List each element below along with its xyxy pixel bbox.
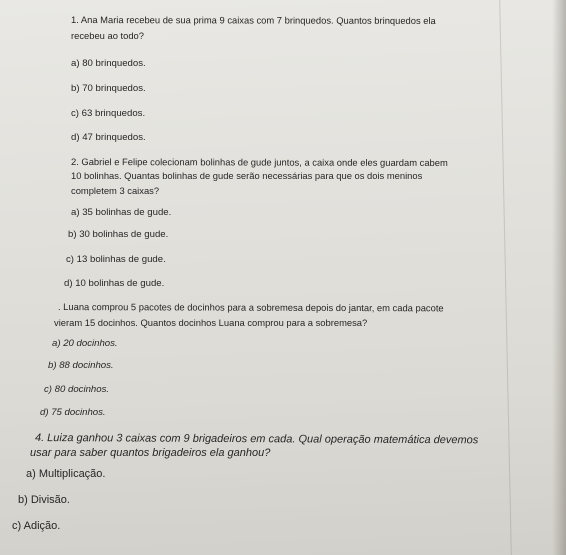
question-4-line-1: 4. Luiza ganhou 3 caixas com 9 brigadeiros em cada. Qual operação matemática devemos <box>34 432 479 447</box>
question-2-option-b: b) 30 bolinhas de gude. <box>68 229 169 240</box>
question-3-option-a: a) 20 docinhos. <box>52 338 118 349</box>
question-2-line-1: 2. Gabriel e Felipe colecionam bolinhas de gude juntos, a caixa onde eles guardam cabem <box>70 156 448 168</box>
question-1-line-2: recebeu ao todo? <box>71 30 144 41</box>
question-1-option-c: c) 63 brinquedos. <box>71 108 146 119</box>
question-2-line-2: 10 bolinhas. Quantas bolinhas de gude serão necessárias para que os dois meninos <box>71 170 423 181</box>
question-3-line-1: . Luana comprou 5 pacotes de docinhos para a sobremesa depois do jantar, em cada pacote <box>57 301 444 314</box>
question-1-option-b: b) 70 brinquedos. <box>71 83 146 94</box>
paper-fold <box>499 0 512 555</box>
question-3-line-2: vieram 15 docinhos. Quantos docinhos Luana comprou para a sobremesa? <box>54 317 368 328</box>
question-2-option-d: d) 10 bolinhas de gude. <box>64 278 165 289</box>
question-4-line-2: usar para saber quantos brigadeiros ela ganhou? <box>30 447 271 459</box>
question-4-option-c: c) Adição. <box>12 520 61 532</box>
question-4-option-b: b) Divisão. <box>18 494 70 506</box>
question-2-option-a: a) 35 bolinhas de gude. <box>71 207 172 218</box>
question-4-option-a: a) Multiplicação. <box>26 468 106 480</box>
question-1-option-d: d) 47 brinquedos. <box>71 132 146 143</box>
paper-edge-shadow <box>552 0 566 555</box>
question-3-option-c: c) 80 docinhos. <box>44 384 110 395</box>
question-1-line-1: 1. Ana Maria recebeu de sua prima 9 caixas com 7 brinquedos. Quantos brinquedos ela <box>70 14 436 26</box>
question-2-line-3: completem 3 caixas? <box>71 185 160 196</box>
question-3-option-d: d) 75 docinhos. <box>40 407 106 418</box>
question-1-option-a: a) 80 brinquedos. <box>71 58 146 69</box>
question-3-option-b: b) 88 docinhos. <box>48 360 114 371</box>
question-2-option-c: c) 13 bolinhas de gude. <box>66 254 166 265</box>
